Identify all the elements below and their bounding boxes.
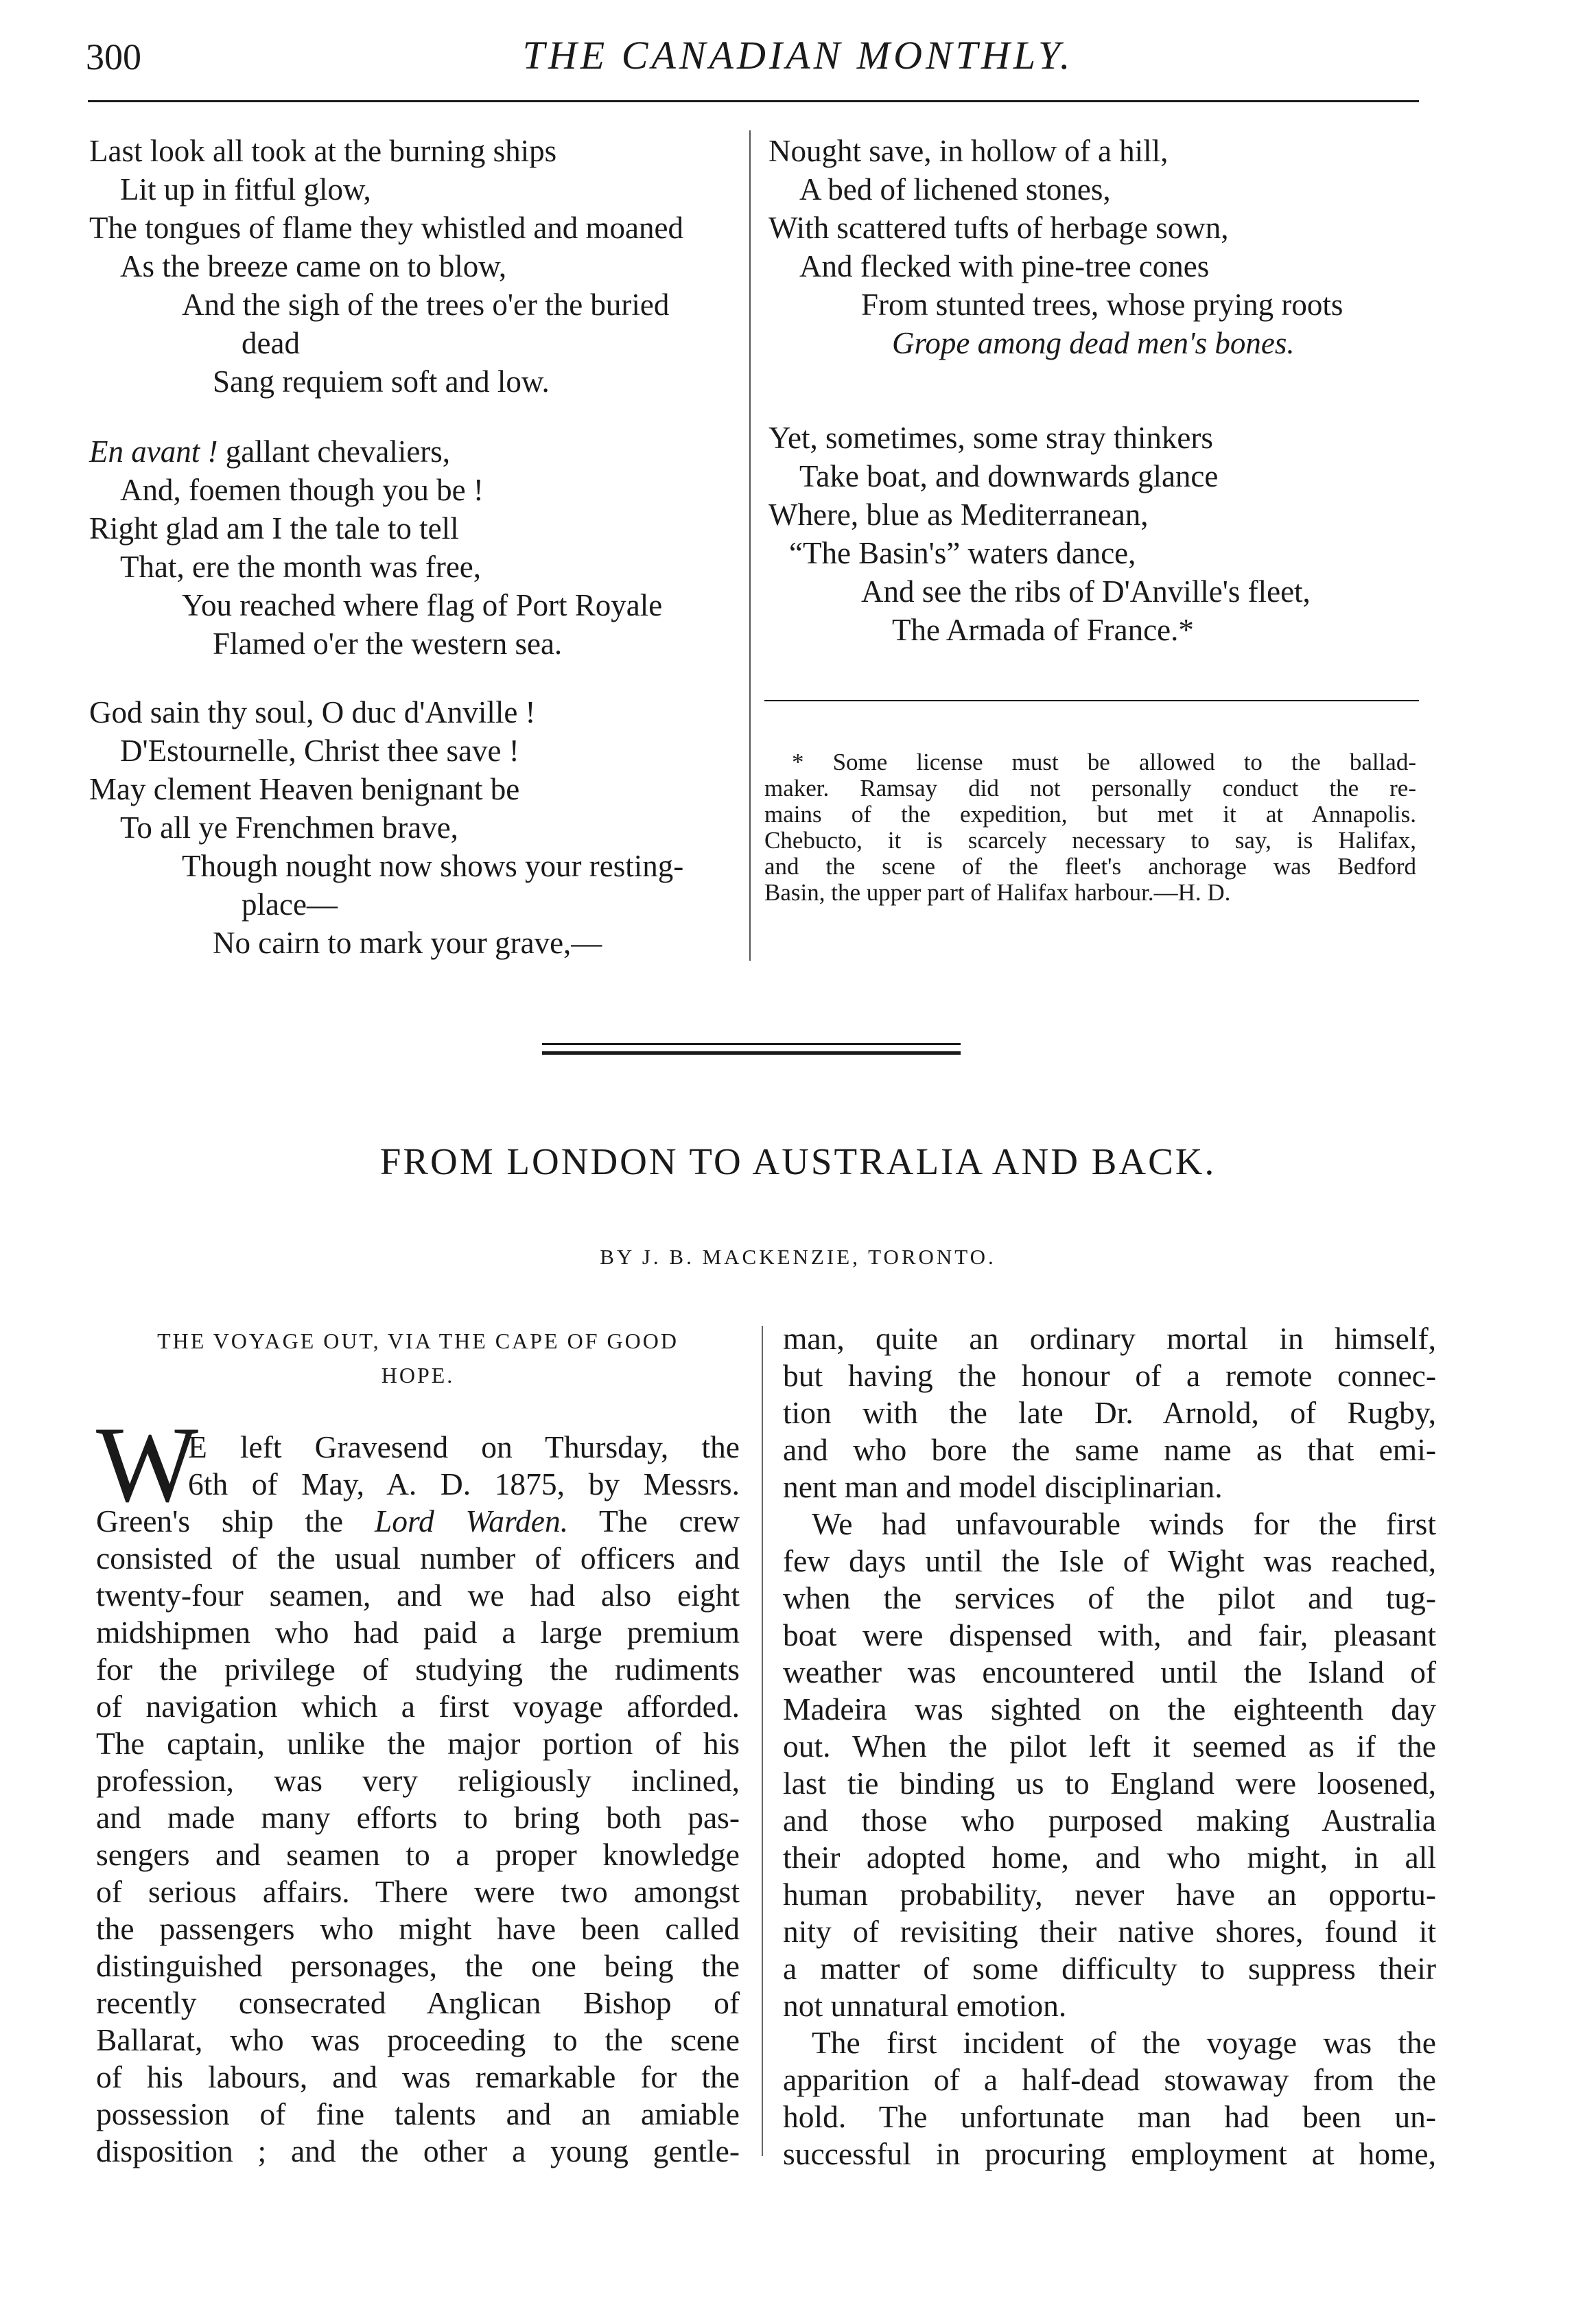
page-number: 300 <box>86 36 141 78</box>
poem-line: To all ye Frenchmen brave, <box>120 810 458 845</box>
paragraph-line: of his labours, and was remarkable for the <box>96 2059 740 2094</box>
poem-line: And, foemen though you be ! <box>120 473 484 507</box>
footnote-line: mains of the expedition, but met it at Annapolis. <box>764 801 1416 828</box>
section-heading: THE VOYAGE OUT, VIA THE CAPE OF GOOD <box>157 1329 679 1353</box>
paragraph-line: of serious affairs. There were two amongst <box>96 1874 740 1909</box>
poem-line: May clement Heaven benignant be <box>89 772 520 806</box>
paragraph-line: nity of revisiting their native shores, found it <box>783 1914 1436 1949</box>
paragraph-line: 6th of May, A. D. 1875, by Messrs. <box>188 1466 740 1501</box>
paragraph-line: twenty-four seamen, and we had also eight <box>96 1578 740 1613</box>
paragraph-line: and made many efforts to bring both pas- <box>96 1800 740 1835</box>
poem-line: Yet, sometimes, some stray thinkers <box>768 421 1213 455</box>
footnote-line: Basin, the upper part of Halifax harbour.—H. D. <box>764 879 1231 906</box>
paragraph-line: their adopted home, and who might, in all <box>783 1840 1436 1875</box>
poem-line: Though nought now shows your resting- <box>182 849 684 883</box>
poem-column-divider <box>749 130 751 961</box>
poem-line: dead <box>242 326 300 360</box>
poem-line: Lit up in fitful glow, <box>120 172 371 207</box>
poem-line: God sain thy soul, O duc d'Anville ! <box>89 695 536 729</box>
poem-line: En avant ! gallant chevaliers, <box>89 434 451 469</box>
paragraph-line: the passengers who might have been called <box>96 1911 740 1946</box>
section-separator-top <box>542 1043 961 1045</box>
poem-line: That, ere the month was free, <box>120 550 482 584</box>
footnote-line: maker. Ramsay did not personally conduct the re- <box>764 775 1416 802</box>
footnote-line: Chebucto, it is scarcely necessary to say, is Halifax, <box>764 827 1416 854</box>
paragraph-line: few days until the Isle of Wight was reached, <box>783 1543 1436 1578</box>
footnote-line: and the scene of the fleet's anchorage was Bedford <box>764 853 1416 880</box>
poem-line: A bed of lichened stones, <box>799 172 1111 207</box>
poem-line: Where, blue as Mediterranean, <box>768 498 1149 532</box>
paragraph-line: distinguished personages, the one being the <box>96 1948 740 1983</box>
paragraph-line: possession of fine talents and an amiable <box>96 2096 740 2131</box>
paragraph-line: disposition ; and the other a young gentle- <box>96 2133 740 2168</box>
poem-italic-text: En avant ! <box>89 434 218 469</box>
paragraph-line: hold. The unfortunate man had been un- <box>783 2099 1436 2134</box>
poem-line: As the breeze came on to blow, <box>120 249 507 283</box>
paragraph-line: Madeira was sighted on the eighteenth day <box>783 1692 1436 1727</box>
poem-line: D'Estournelle, Christ thee save ! <box>120 734 519 768</box>
poem-line: Take boat, and downwards glance <box>799 459 1219 493</box>
poem-line: Nought save, in hollow of a hill, <box>768 134 1169 168</box>
paragraph-line: and who bore the same name as that emi- <box>783 1432 1436 1467</box>
paragraph-line: successful in procuring employment at home, <box>783 2136 1436 2171</box>
paragraph-line: consisted of the usual number of officers and <box>96 1541 740 1576</box>
paragraph-line: We had unfavourable winds for the first <box>812 1506 1436 1541</box>
poem-line: Right glad am I the tale to tell <box>89 511 459 546</box>
journal-title: THE CANADIAN MONTHLY. <box>522 33 1074 78</box>
poem-line: Flamed o'er the western sea. <box>213 627 563 661</box>
drop-cap: W <box>96 1405 199 1525</box>
header-rule <box>88 100 1419 102</box>
paragraph-line: and those who purposed making Australia <box>783 1803 1436 1838</box>
paragraph-line: but having the honour of a remote connec- <box>783 1358 1436 1393</box>
footnote-rule <box>764 700 1419 701</box>
paragraph-line: nent man and model disciplinarian. <box>783 1469 1223 1504</box>
poem-line: place— <box>242 887 338 922</box>
paragraph-line: Ballarat, who was proceeding to the scene <box>96 2022 740 2057</box>
paragraph-line: Green's ship the Lord Warden. The crew <box>96 1504 740 1539</box>
paragraph-line: The first incident of the voyage was the <box>812 2025 1436 2060</box>
paragraph-line: last tie binding us to England were loosened, <box>783 1766 1436 1801</box>
poem-line: From stunted trees, whose prying roots <box>861 288 1343 322</box>
paragraph-line: for the privilege of studying the rudiments <box>96 1652 740 1687</box>
poem-line: “The Basin's” waters dance, <box>789 536 1136 570</box>
poem-line: Last look all took at the burning ships <box>89 134 557 168</box>
poem-line: And flecked with pine-tree cones <box>799 249 1210 283</box>
paragraph-line: man, quite an ordinary mortal in himself, <box>783 1321 1436 1356</box>
poem-line: The Armada of France.* <box>892 613 1194 647</box>
paragraph-line: apparition of a half-dead stowaway from the <box>783 2062 1436 2097</box>
article-title: FROM LONDON TO AUSTRALIA AND BACK. <box>379 1141 1217 1182</box>
paragraph-line: when the services of the pilot and tug- <box>783 1580 1436 1615</box>
paragraph-line: recently consecrated Anglican Bishop of <box>96 1985 740 2020</box>
paragraph-line: a matter of some difficulty to suppress their <box>783 1951 1436 1986</box>
section-heading: HOPE. <box>381 1363 455 1388</box>
poem-line: Sang requiem soft and low. <box>213 364 550 399</box>
paragraph-line: E left Gravesend on Thursday, the <box>188 1429 740 1464</box>
poem-line: And see the ribs of D'Anville's fleet, <box>861 574 1311 609</box>
paragraph-line: not unnatural emotion. <box>783 1988 1067 2023</box>
paragraph-line: weather was encountered until the Island of <box>783 1654 1436 1689</box>
paragraph-line: out. When the pilot left it seemed as if the <box>783 1729 1436 1764</box>
poem-line: With scattered tufts of herbage sown, <box>768 211 1229 245</box>
article-column-divider <box>762 1326 763 2156</box>
footnote-line: * Some license must be allowed to the ballad- <box>792 749 1416 775</box>
paragraph-line: midshipmen who had paid a large premium <box>96 1615 740 1650</box>
poem-line: No cairn to mark your grave,— <box>213 926 602 960</box>
paragraph-line: The captain, unlike the major portion of his <box>96 1726 740 1761</box>
paragraph-line: sengers and seamen to a proper knowledge <box>96 1837 740 1872</box>
paragraph-line: boat were dispensed with, and fair, pleasant <box>783 1617 1436 1652</box>
paragraph-line: tion with the late Dr. Arnold, of Rugby, <box>783 1395 1436 1430</box>
article-byline: BY J. B. MACKENZIE, TORONTO. <box>600 1245 996 1269</box>
paragraph-line: profession, was very religiously inclined, <box>96 1763 740 1798</box>
paragraph-line: of navigation which a first voyage afforded. <box>96 1689 740 1724</box>
poem-line: The tongues of flame they whistled and moaned <box>89 211 684 245</box>
ship-name: Lord Warden. <box>374 1504 569 1539</box>
poem-line: You reached where flag of Port Royale <box>182 588 663 622</box>
poem-line: Grope among dead men's bones. <box>892 326 1295 360</box>
paragraph-line: human probability, never have an opportu- <box>783 1877 1436 1912</box>
poem-line: And the sigh of the trees o'er the buried <box>182 288 670 322</box>
section-separator-bottom <box>542 1051 961 1055</box>
